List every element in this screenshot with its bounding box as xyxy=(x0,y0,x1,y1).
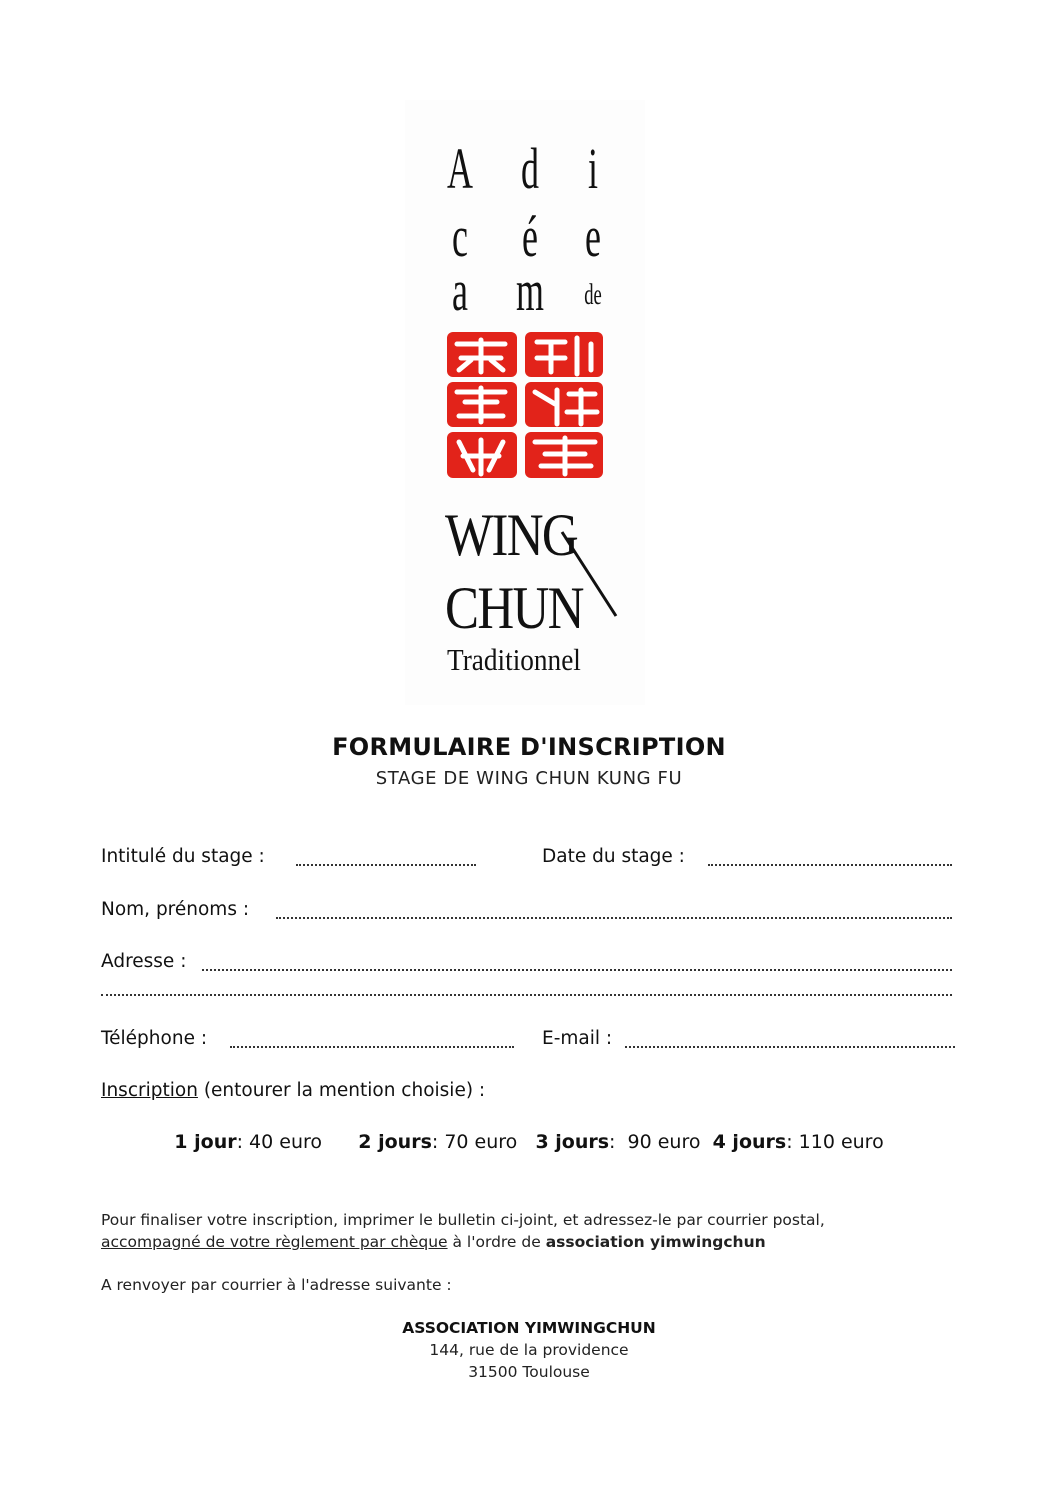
adresse-label: Adresse : xyxy=(101,951,187,972)
email-label: E-mail : xyxy=(542,1028,613,1049)
logo-letter: m xyxy=(516,258,544,323)
nom-input-line[interactable] xyxy=(276,917,952,919)
page-subtitle: STAGE DE WING CHUN KUNG FU xyxy=(375,768,683,789)
note-bold: association yimwingchun xyxy=(545,1233,766,1251)
note-underlined: accompagné de votre règlement par chèque xyxy=(101,1233,448,1251)
telephone-input-line[interactable] xyxy=(230,1046,514,1048)
inscription-hint: (entourer la mention choisie) : xyxy=(203,1080,486,1101)
address-name: ASSOCIATION YIMWINGCHUN xyxy=(402,1319,656,1337)
note-line-3: A renvoyer par courrier à l'adresse suivante : xyxy=(101,1276,452,1294)
logo-letter: é xyxy=(522,204,538,269)
intitule-label: Intitulé du stage : xyxy=(101,846,265,867)
page-title: FORMULAIRE D'INSCRIPTION xyxy=(332,733,726,761)
pricing-option-2[interactable]: 2 jours: 70 euro xyxy=(358,1131,518,1153)
logo-letter: A xyxy=(447,136,473,201)
logo-traditionnel: Traditionnel xyxy=(447,642,581,677)
logo-chun: CHUN xyxy=(445,575,583,641)
logo-letter: c xyxy=(452,204,468,269)
note-line-1: Pour finaliser votre inscription, imprimer le bulletin ci-joint, et adressez-le par courrier postal, xyxy=(101,1211,825,1229)
address-street: 144, rue de la providence xyxy=(429,1341,629,1359)
adresse-input-line-2[interactable] xyxy=(101,994,952,996)
pricing-option-1[interactable]: 1 jour: 40 euro xyxy=(174,1131,323,1153)
logo-wing: WING xyxy=(445,502,577,568)
inscription-line xyxy=(101,1080,485,1101)
date-input-line[interactable] xyxy=(708,864,952,866)
logo-letter: e xyxy=(585,204,601,269)
logo-letter: a xyxy=(452,258,468,323)
pricing-option-3[interactable]: 3 jours: 90 euro xyxy=(535,1131,701,1153)
logo-diagonal-stroke xyxy=(560,530,620,620)
note-line-2: accompagné de votre règlement par chèque à l'ordre de association yimwingchun xyxy=(101,1233,766,1251)
nom-label: Nom, prénoms : xyxy=(101,899,250,920)
intitule-input-line[interactable] xyxy=(296,864,476,866)
pricing-option-4[interactable]: 4 jours: 110 euro xyxy=(712,1131,884,1153)
telephone-label: Téléphone : xyxy=(101,1028,208,1049)
logo-letter: i xyxy=(588,136,598,201)
adresse-input-line[interactable] xyxy=(202,969,952,971)
logo xyxy=(405,100,645,705)
logo-letter: de xyxy=(584,278,602,311)
pricing-options xyxy=(0,1131,1058,1153)
logo-letter: d xyxy=(521,136,539,201)
date-label: Date du stage : xyxy=(542,846,685,867)
inscription-label: Inscription xyxy=(101,1080,198,1101)
chinese-seal-icon xyxy=(445,330,605,480)
email-input-line[interactable] xyxy=(625,1046,955,1048)
address-city: 31500 Toulouse xyxy=(468,1363,590,1381)
